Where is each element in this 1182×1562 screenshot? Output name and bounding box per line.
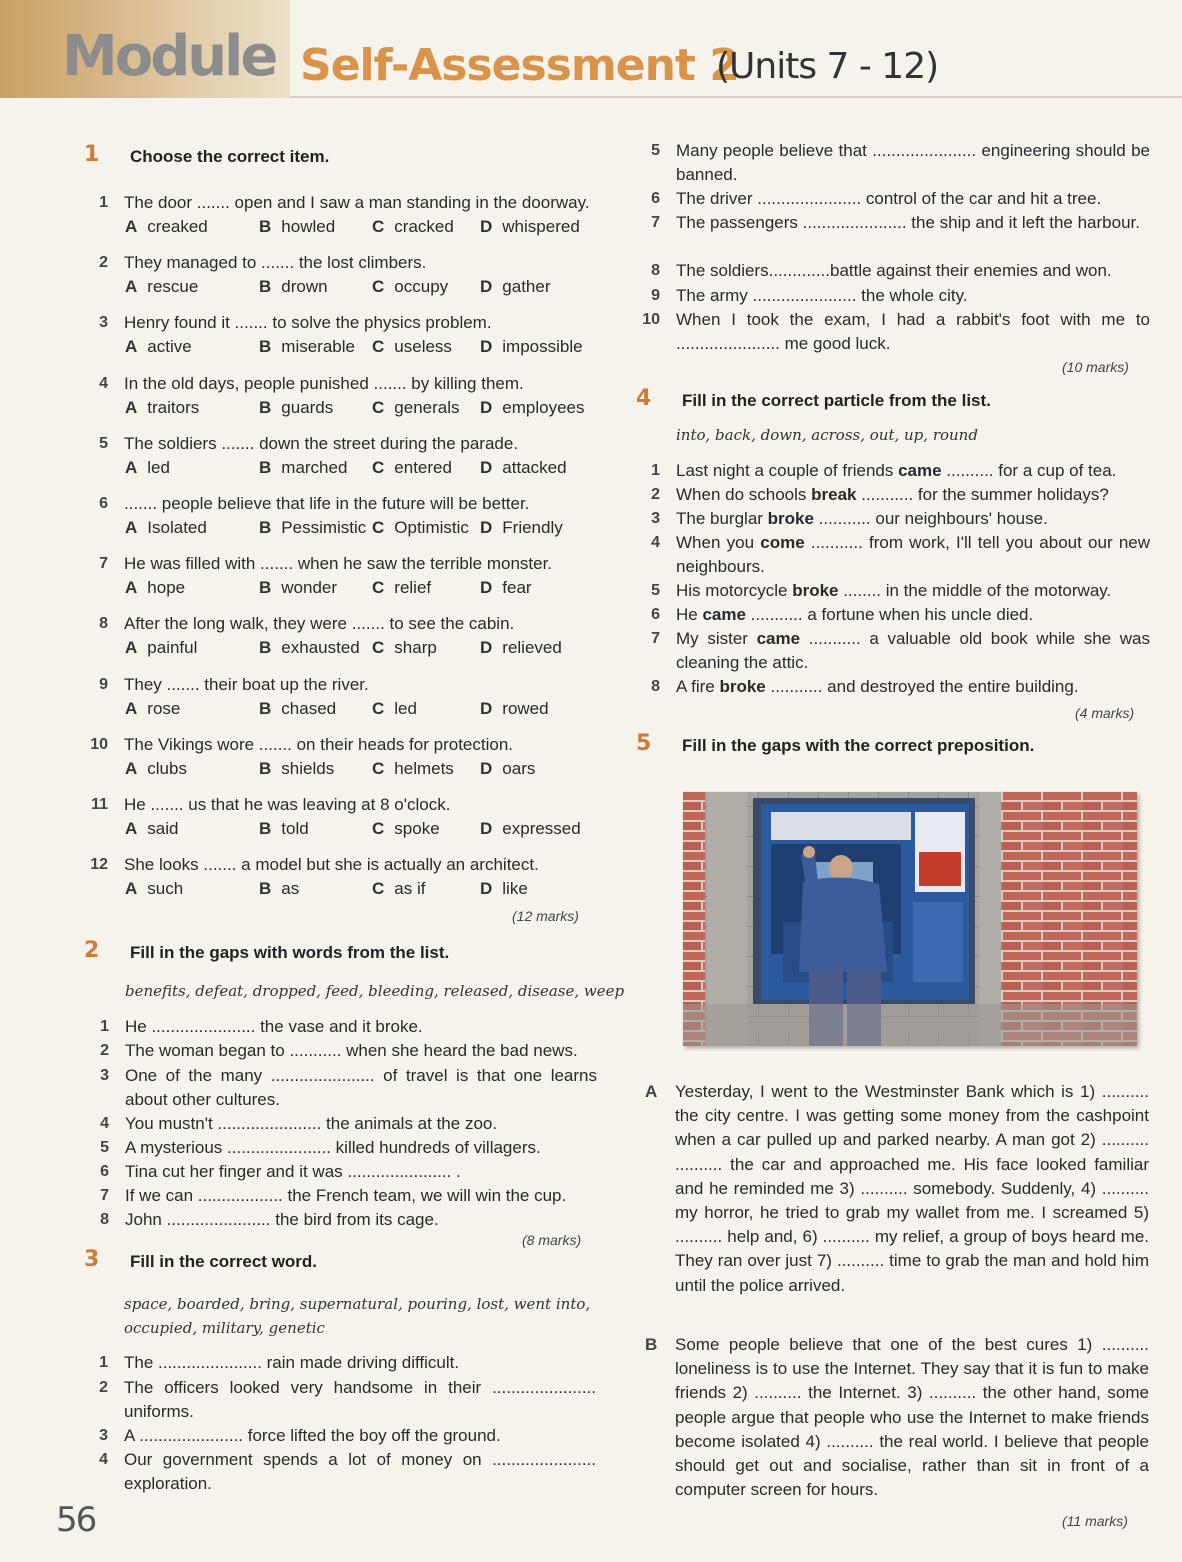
item-text <box>676 531 1150 579</box>
item-text-end: ........ in the middle of the motorway. <box>838 581 1112 600</box>
option-label: helmets <box>394 758 454 778</box>
passage-b-text: Some people believe that one of the best cures 1) .......... loneliness is to use the Internet. They say that it is fun to make friends 2) .......... the Internet. 3) .......... the other hand, some people argue that people who use the Internet to make friends become isolated 4) .......... the real world. I believe that people should get out and socialise, rather than sit in front of a computer screen for hours. <box>675 1335 1149 1500</box>
section-1-marks: (12 marks) <box>512 908 579 924</box>
passage-a-text: Yesterday, I went to the Westminster Bank which is 1) .......... the city centre. I was getting some money from the cashpoint when a car pulled up and parked nearby. A man got 2) .......... .......... the car and approached me. His face looked familiar and he reminded me 3) .......... somebody. Suddenly, 4) .......... my horror, he tried to grab my wallet from me. I screamed 5) .......... help and, 6) .......... my relief, a group of boys heard me. They ran over just 7) .......... time to grab the man and hold him until the police arrived. <box>675 1082 1149 1295</box>
item-number: 4 <box>100 1115 109 1132</box>
option-c <box>372 636 437 660</box>
question-number: 6 <box>99 495 108 512</box>
option-letter: A <box>125 457 138 477</box>
question-number: 7 <box>99 555 108 573</box>
header-rule <box>290 96 1182 98</box>
section-3-title: Fill in the correct word. <box>130 1252 318 1271</box>
option-d <box>480 516 563 540</box>
option-label: fear <box>502 578 532 598</box>
option-d <box>480 636 562 660</box>
item-text: A mysterious ...................... killed hundreds of villagers. <box>125 1138 541 1157</box>
item-text-end: ........... from work, I'll tell you about our new neighbours. <box>676 533 1151 576</box>
item-text: When I took the exam, I had a rabbit's foot with me to ...................... me good luck. <box>676 310 1150 353</box>
option-letter: B <box>259 698 272 718</box>
option-b <box>259 697 336 721</box>
option-b <box>259 817 309 841</box>
item-verb: broke <box>719 677 766 696</box>
option-b <box>259 215 335 239</box>
option-label: as if <box>394 879 426 899</box>
option-letter: B <box>259 758 272 778</box>
option-label: howled <box>281 217 336 236</box>
item-text: If we can .................. the French team, we will win the cup. <box>125 1186 567 1205</box>
option-label: rose <box>147 698 181 718</box>
option-letter: B <box>259 638 272 658</box>
option-letter: A <box>125 758 138 778</box>
module-label: Module <box>62 24 276 89</box>
item-number: 1 <box>99 1354 108 1371</box>
page-number: 56 <box>56 1500 96 1540</box>
option-letter: A <box>125 397 138 417</box>
item-verb: came <box>756 629 801 648</box>
item-number: 3 <box>100 1067 109 1084</box>
option-letter: D <box>480 277 493 297</box>
option-letter: A <box>125 578 138 598</box>
option-label: led <box>147 457 170 477</box>
passage-a-label: A <box>645 1082 658 1101</box>
option-b <box>259 877 299 901</box>
option-label: Friendly <box>502 518 563 537</box>
option-letter: A <box>125 277 138 297</box>
item-text-start: When do schools <box>676 485 812 504</box>
item-number: 4 <box>99 1451 108 1468</box>
item-number: 9 <box>651 287 660 304</box>
option-d <box>480 275 550 299</box>
item-text-start: A fire <box>676 677 720 696</box>
option-letter: D <box>480 337 493 357</box>
section-5-title: Fill in the gaps with the correct preposition. <box>682 736 1035 755</box>
option-label: expressed <box>502 819 581 838</box>
option-c <box>372 456 452 480</box>
option-a <box>125 817 178 841</box>
option-letter: C <box>372 337 385 357</box>
question-text: The soldiers ....... down the street during the parade. <box>124 433 519 453</box>
option-letter: B <box>259 217 272 236</box>
item-number: 2 <box>100 1042 109 1059</box>
item-text <box>676 627 1150 675</box>
option-letter: C <box>372 578 385 598</box>
item-text-end: ........... our neighbours' house. <box>813 509 1048 528</box>
option-c <box>372 757 454 781</box>
option-letter: C <box>372 638 385 658</box>
question-number: 5 <box>99 434 108 452</box>
option-c <box>372 576 431 600</box>
option-c <box>372 396 460 420</box>
option-a <box>125 396 199 420</box>
item-number: 7 <box>100 1187 109 1204</box>
question-text: Henry found it ....... to solve the physics problem. <box>124 313 492 333</box>
item-text-end: ........... for the summer holidays? <box>856 485 1109 504</box>
item-number: 1 <box>100 1018 109 1035</box>
question-text: ....... people believe that life in the future will be better. <box>124 494 530 513</box>
option-letter: D <box>480 698 493 718</box>
option-c <box>372 697 417 721</box>
option-letter: C <box>372 457 385 477</box>
item-text-end: ........... and destroyed the entire building. <box>765 677 1079 696</box>
item-number: 8 <box>651 262 660 279</box>
item-text: The soldiers.............battle against their enemies and won. <box>676 261 1112 280</box>
option-letter: A <box>125 698 138 718</box>
item-number: 6 <box>100 1163 109 1180</box>
option-letter: A <box>125 518 138 537</box>
option-label: shields <box>281 758 335 778</box>
option-letter: B <box>259 819 272 838</box>
option-label: said <box>147 819 179 838</box>
option-label: painful <box>147 638 198 658</box>
section-2-title: Fill in the gaps with words from the list. <box>130 943 450 962</box>
item-text-end: ........... a fortune when his uncle died. <box>745 605 1034 624</box>
item-text: The officers looked very handsome in their ...................... uniforms. <box>124 1378 596 1421</box>
item-text: John ...................... the bird from its cage. <box>125 1210 439 1229</box>
option-d <box>480 877 528 901</box>
option-label: exhausted <box>281 638 360 658</box>
section-2-word-list: benefits, defeat, dropped, feed, bleeding, released, disease, weep <box>125 982 625 1000</box>
item-text: You mustn't ...................... the animals at the zoo. <box>125 1114 498 1133</box>
option-d <box>480 576 532 600</box>
question-number: 2 <box>99 254 108 272</box>
option-label: Optimistic <box>394 518 469 537</box>
item-text: Our government spends a lot of money on ...................... exploration. <box>124 1450 596 1493</box>
option-label: entered <box>394 457 452 477</box>
section-3-number: 3 <box>84 1247 100 1272</box>
item-number: 2 <box>651 486 660 503</box>
option-label: told <box>281 819 309 838</box>
option-a <box>125 757 187 781</box>
item-text: The woman began to ........... when she heard the bad news. <box>125 1041 578 1060</box>
item-text <box>676 483 1150 507</box>
section-2-number: 2 <box>84 938 100 963</box>
item-number: 5 <box>651 582 660 599</box>
page-header <box>0 0 1182 100</box>
option-a <box>125 335 192 359</box>
item-number: 3 <box>651 510 660 527</box>
item-number: 10 <box>642 311 660 328</box>
option-a <box>125 215 208 239</box>
option-letter: C <box>372 758 385 778</box>
option-label: traitors <box>147 397 200 417</box>
item-text: One of the many ...................... of travel is that one learns about other cultures. <box>125 1066 597 1109</box>
option-letter: C <box>372 397 385 417</box>
option-a <box>125 697 180 721</box>
question-text: They ....... their boat up the river. <box>124 674 369 694</box>
option-letter: D <box>480 819 493 838</box>
option-c <box>372 516 469 540</box>
item-text: He ...................... the vase and it broke. <box>125 1017 423 1036</box>
option-label: employees <box>502 397 585 417</box>
section-5-number: 5 <box>636 731 652 756</box>
option-letter: B <box>259 397 272 417</box>
item-text <box>676 675 1150 699</box>
option-label: active <box>147 337 192 357</box>
item-text: Tina cut her finger and it was ...................... . <box>125 1162 461 1181</box>
section-4-word-list: into, back, down, across, out, up, round <box>676 426 978 444</box>
question-text: She looks ....... a model but she is actually an architect. <box>124 855 539 875</box>
option-label: rowed <box>502 698 549 718</box>
item-text <box>676 603 1150 627</box>
section-1-title: Choose the correct item. <box>130 147 330 166</box>
item-text-start: My sister <box>676 629 757 648</box>
option-d <box>480 817 581 841</box>
item-text-end: .......... for a cup of tea. <box>941 461 1117 480</box>
item-text-start: His motorcycle <box>676 581 793 600</box>
item-verb: came <box>898 461 942 480</box>
option-label: attacked <box>502 457 567 477</box>
option-c <box>372 335 452 359</box>
item-text-start: He <box>676 605 703 624</box>
option-letter: C <box>372 277 385 297</box>
question-number: 11 <box>91 796 108 813</box>
option-letter: C <box>372 879 385 899</box>
question-number: 4 <box>99 374 108 392</box>
option-c <box>372 817 440 841</box>
question-number: 8 <box>99 615 108 633</box>
option-b <box>259 335 355 359</box>
item-text <box>676 459 1150 483</box>
option-a <box>125 576 185 600</box>
option-letter: B <box>259 457 272 477</box>
option-letter: D <box>480 217 493 236</box>
section-3-marks: (10 marks) <box>1062 359 1129 375</box>
option-label: useless <box>394 337 452 357</box>
item-text-start: Last night a couple of friends <box>676 461 899 480</box>
option-label: impossible <box>502 337 583 357</box>
item-number: 6 <box>651 606 660 623</box>
item-text <box>676 579 1150 603</box>
item-verb: broke <box>767 509 814 528</box>
section-4-marks: (4 marks) <box>1075 705 1135 721</box>
item-verb: come <box>760 533 805 552</box>
option-d <box>480 396 585 420</box>
question-text: He ....... us that he was leaving at 8 o'clock. <box>124 795 451 814</box>
option-d <box>480 335 583 359</box>
section-4-number: 4 <box>636 386 652 411</box>
item-number: 5 <box>651 142 660 159</box>
option-letter: B <box>259 518 272 537</box>
item-text-end: ........... a valuable old book while she was cleaning the attic. <box>676 629 1150 672</box>
option-d <box>480 456 567 480</box>
option-label: gather <box>502 277 551 297</box>
option-letter: B <box>259 337 272 357</box>
option-label: as <box>281 879 300 899</box>
option-letter: D <box>480 638 493 658</box>
option-letter: A <box>125 337 138 357</box>
item-number: 3 <box>99 1427 108 1444</box>
option-c <box>372 215 454 239</box>
option-letter: B <box>259 578 272 598</box>
option-b <box>259 757 334 781</box>
option-label: sharp <box>394 638 437 658</box>
option-letter: D <box>480 397 493 417</box>
option-letter: C <box>372 819 385 838</box>
section-2-marks: (8 marks) <box>522 1232 582 1248</box>
option-b <box>259 576 337 600</box>
option-b <box>259 456 347 480</box>
option-letter: B <box>259 879 272 899</box>
option-c <box>372 877 425 901</box>
option-label: Isolated <box>147 518 207 537</box>
item-number: 6 <box>651 190 660 207</box>
page-title: Self-Assessment 2 <box>300 40 739 91</box>
option-d <box>480 757 535 781</box>
item-text: The passengers ...................... the ship and it left the harbour. <box>676 213 1140 232</box>
option-letter: B <box>259 277 272 297</box>
item-text: The army ...................... the whole city. <box>676 286 968 305</box>
section-1-number: 1 <box>84 142 100 167</box>
option-label: led <box>394 698 417 718</box>
option-label: like <box>502 879 528 899</box>
item-number: 8 <box>100 1211 109 1228</box>
item-number: 2 <box>99 1379 108 1396</box>
item-text-start: When you <box>676 533 761 552</box>
option-a <box>125 516 207 540</box>
option-a <box>125 456 170 480</box>
option-b <box>259 275 328 299</box>
question-text: After the long walk, they were ....... to see the cabin. <box>124 614 515 634</box>
option-a <box>125 275 198 299</box>
option-label: chased <box>281 698 337 718</box>
option-label: clubs <box>147 758 187 778</box>
question-text: He was filled with ....... when he saw the terrible monster. <box>124 554 553 574</box>
option-a <box>125 636 197 660</box>
item-verb: break <box>811 485 857 504</box>
item-verb: broke <box>792 581 839 600</box>
atm-illustration <box>683 792 1137 1046</box>
option-letter: D <box>480 758 493 778</box>
option-label: generals <box>394 397 460 417</box>
option-label: cracked <box>394 217 454 236</box>
option-d <box>480 215 580 239</box>
item-text: Many people believe that ...................... engineering should be banned. <box>676 141 1150 184</box>
option-b <box>259 396 333 420</box>
passage-b-label: B <box>645 1335 658 1354</box>
option-label: spoke <box>394 819 440 838</box>
option-label: relief <box>394 578 432 598</box>
option-b <box>259 516 366 540</box>
question-text: The Vikings wore ....... on their heads for protection. <box>124 734 513 754</box>
option-label: marched <box>281 457 348 477</box>
option-label: Pessimistic <box>281 518 367 537</box>
atm-photo <box>683 792 1137 1046</box>
item-number: 4 <box>651 534 660 551</box>
item-verb: came <box>702 605 746 624</box>
option-letter: A <box>125 819 138 838</box>
item-text <box>676 507 1150 531</box>
option-letter: D <box>480 578 493 598</box>
units-label: (Units 7 - 12) <box>716 46 939 87</box>
question-number: 9 <box>99 675 108 693</box>
item-text: A ...................... force lifted the boy off the ground. <box>124 1426 501 1445</box>
option-letter: D <box>480 879 493 899</box>
option-label: drown <box>281 277 328 297</box>
option-letter: A <box>125 879 138 899</box>
option-letter: C <box>372 518 385 537</box>
item-number: 7 <box>651 630 660 647</box>
question-number: 10 <box>90 735 108 753</box>
question-number: 1 <box>99 194 108 211</box>
option-letter: A <box>125 217 138 236</box>
option-b <box>259 636 360 660</box>
question-number: 3 <box>99 314 108 332</box>
option-label: whispered <box>502 217 580 236</box>
section-4-title: Fill in the correct particle from the list. <box>682 391 991 410</box>
item-number: 8 <box>651 678 660 695</box>
item-number: 7 <box>651 214 660 231</box>
option-label: guards <box>281 397 334 417</box>
section-5-marks: (11 marks) <box>1062 1513 1128 1529</box>
item-text-start: The burglar <box>676 509 768 528</box>
option-c <box>372 275 448 299</box>
option-letter: C <box>372 217 385 236</box>
option-letter: D <box>480 457 493 477</box>
option-label: creaked <box>147 217 208 236</box>
option-label: hope <box>147 578 186 598</box>
question-text: They managed to ....... the lost climbers. <box>124 253 427 273</box>
question-text: In the old days, people punished ....... by killing them. <box>124 373 524 393</box>
option-label: rescue <box>147 277 199 297</box>
option-label: oars <box>502 758 536 778</box>
option-label: relieved <box>502 638 562 658</box>
item-number: 1 <box>651 462 660 479</box>
option-d <box>480 697 549 721</box>
question-number: 12 <box>90 856 108 874</box>
question-text: The door ....... open and I saw a man standing in the doorway. <box>124 193 590 212</box>
option-a <box>125 877 183 901</box>
item-number: 5 <box>100 1139 109 1156</box>
option-label: miserable <box>281 337 355 357</box>
option-label: wonder <box>281 578 338 598</box>
option-letter: C <box>372 698 385 718</box>
section-3-word-list: space, boarded, bring, supernatural, pouring, lost, went into, occupied, military, genetic <box>124 1295 591 1337</box>
option-label: occupy <box>394 277 449 297</box>
option-letter: D <box>480 518 493 537</box>
item-text: The ...................... rain made driving difficult. <box>124 1353 460 1372</box>
option-label: such <box>147 879 184 899</box>
option-letter: A <box>125 638 138 658</box>
item-text: The driver ...................... control of the car and hit a tree. <box>676 189 1102 208</box>
